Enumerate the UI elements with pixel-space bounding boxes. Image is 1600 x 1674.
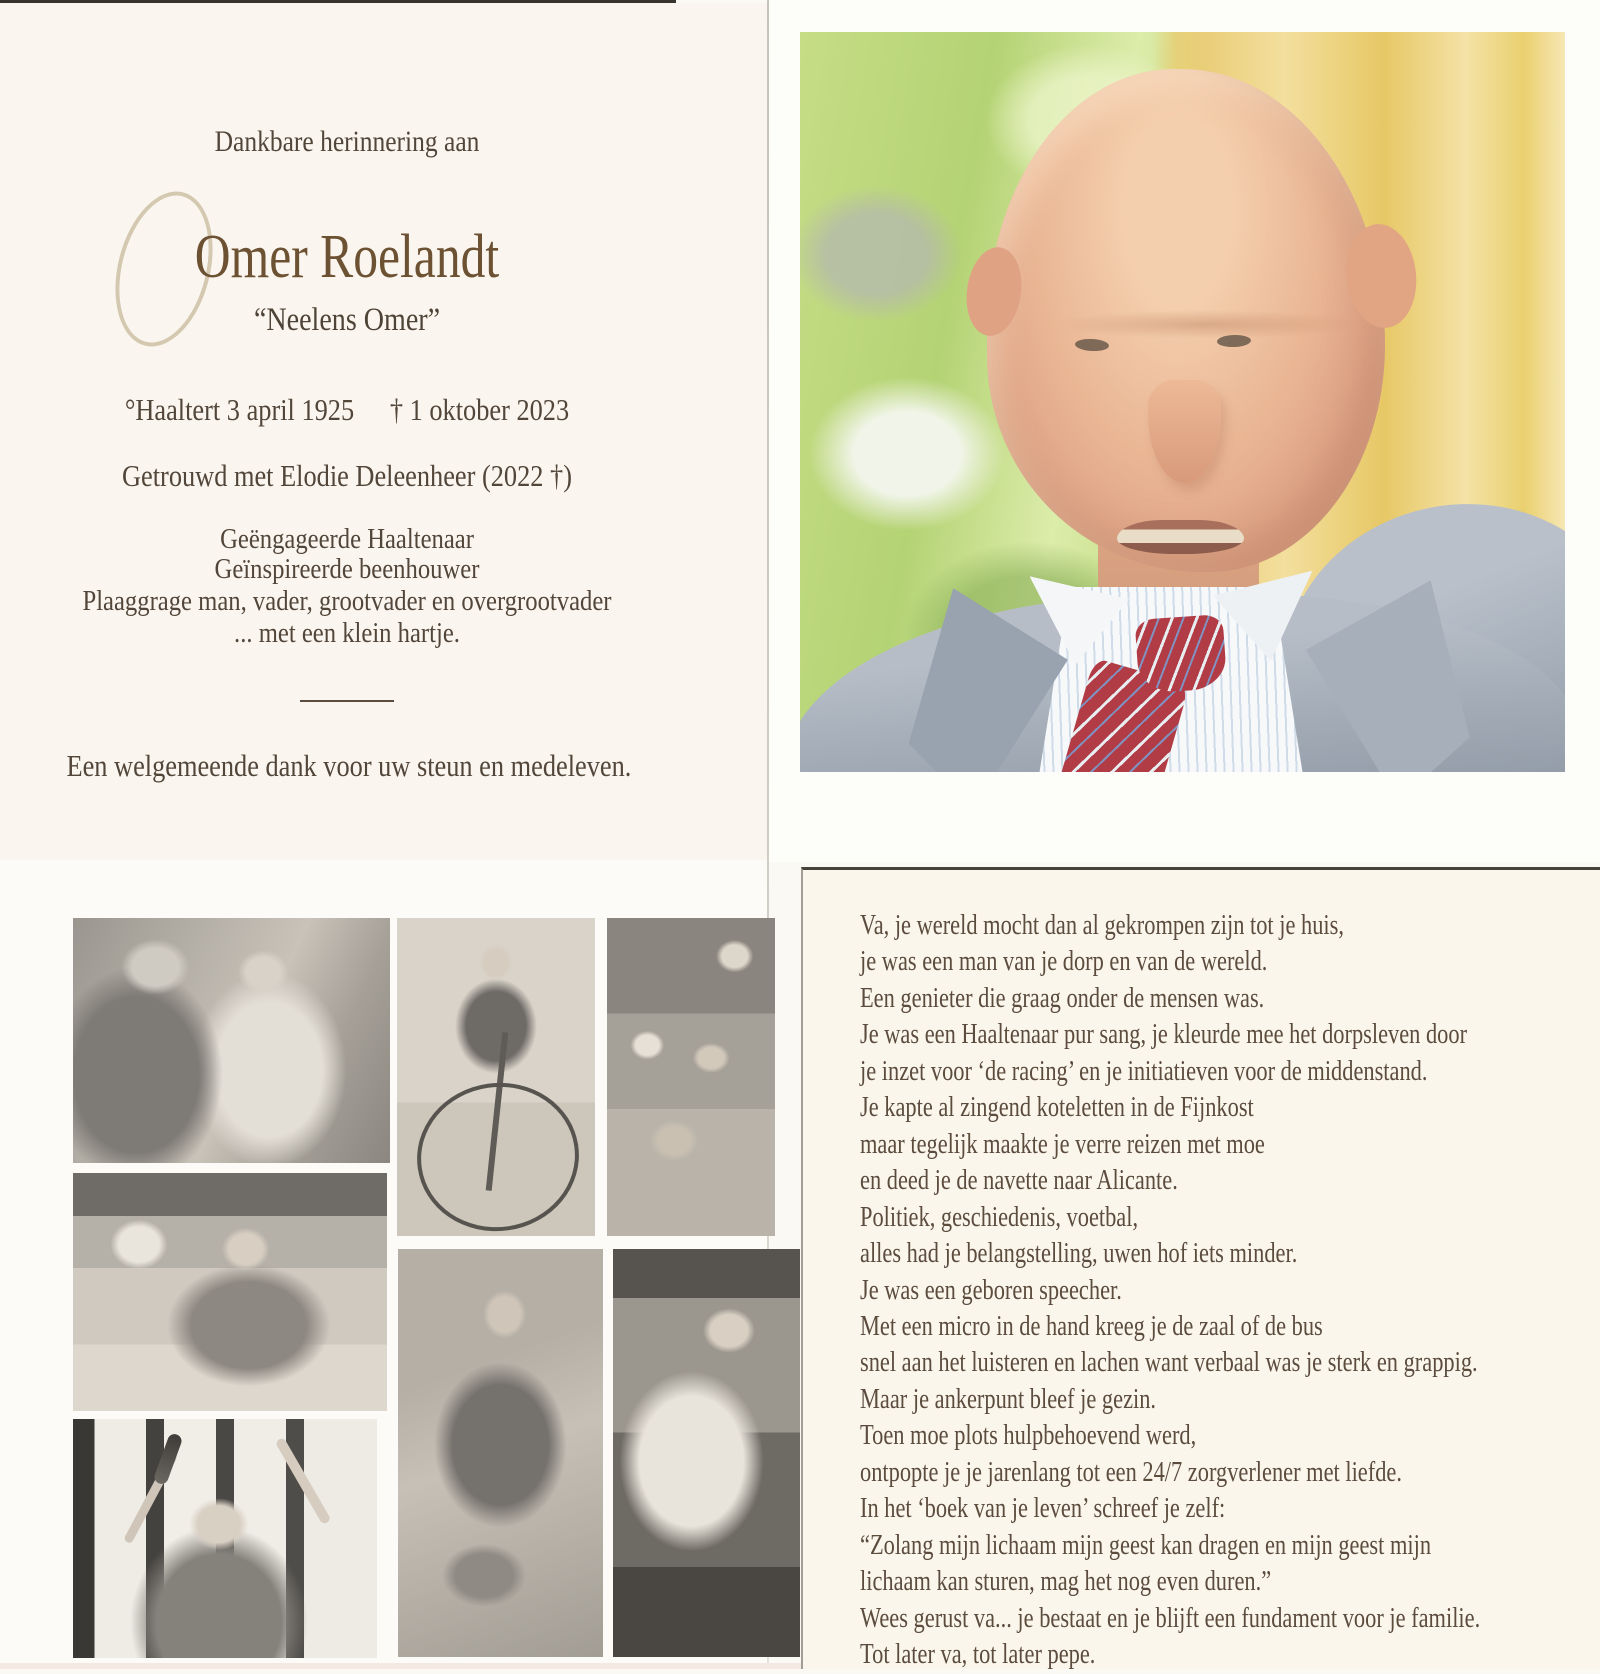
role-line: Geïnspireerde beenhouwer bbox=[214, 553, 480, 585]
intro-line: Dankbare herinnering aan bbox=[214, 125, 480, 158]
photo-football-boy bbox=[398, 1249, 603, 1657]
photo-celebration-microphone bbox=[73, 1419, 377, 1658]
photo-butcher-at-work bbox=[613, 1249, 800, 1657]
nickname: “Neelens Omer” bbox=[253, 302, 441, 338]
role-line: ... met een klein hartje. bbox=[234, 617, 460, 649]
photo-family-garden bbox=[607, 918, 775, 1236]
poem-line: je inzet voor ‘de racing’ en je initiatieven voor de middenstand. bbox=[860, 1055, 1428, 1087]
photo-couple-mountainside bbox=[73, 918, 390, 1163]
poem-line: Je kapte al zingend koteletten in de Fijnkost bbox=[860, 1092, 1254, 1124]
poem-line: Je was een geboren speecher. bbox=[860, 1274, 1122, 1306]
poem-line: Toen moe plots hulpbehoevend werd, bbox=[860, 1420, 1197, 1452]
poem-line: lichaam kan sturen, mag het nog even duren.” bbox=[860, 1566, 1272, 1598]
poem-line: Een genieter die graag onder de mensen was. bbox=[860, 982, 1265, 1014]
poem-line: Je was een Haaltenaar pur sang, je kleurde mee het dorpsleven door bbox=[860, 1019, 1468, 1051]
poem-line: Politiek, geschiedenis, voetbal, bbox=[860, 1201, 1139, 1233]
portrait-brow-shadow bbox=[1052, 310, 1358, 340]
poem-line: Va, je wereld mocht dan al gekrompen zijn tot je huis, bbox=[860, 910, 1344, 941]
role-line: Plaaggrage man, vader, grootvader en overgrootvader bbox=[82, 585, 612, 617]
thanks-line: Een welgemeende dank voor uw steun en medeleven. bbox=[66, 748, 632, 783]
poem-line: “Zolang mijn lichaam mijn geest kan dragen en mijn geest mijn bbox=[860, 1529, 1432, 1561]
photo-toddler-with-hoop bbox=[397, 918, 595, 1236]
poem-text bbox=[860, 908, 1580, 1674]
poem-line: Met een micro in de hand kreeg je de zaal of de bus bbox=[860, 1310, 1323, 1342]
poem-line: en deed je de navette naar Alicante. bbox=[860, 1165, 1178, 1197]
poem-line: snel aan het luisteren en lachen want verbaal was je sterk en grappig. bbox=[860, 1347, 1478, 1379]
portrait-photo bbox=[800, 32, 1565, 772]
poem-line: alles had je belangstelling, uwen hof iets minder. bbox=[860, 1238, 1298, 1270]
divider-rule bbox=[300, 700, 394, 702]
hoop-ring bbox=[407, 1073, 588, 1236]
role-line: Geëngageerde Haaltenaar bbox=[220, 523, 474, 555]
tie-knot bbox=[1134, 614, 1227, 694]
scan-top-edge-line bbox=[0, 0, 676, 3]
poem-line: Wees gerust va... je bestaat en je blijft een fundament voor je familie. bbox=[860, 1602, 1481, 1634]
poem-line: Tot later va, tot later pepe. bbox=[860, 1639, 1096, 1671]
microphone bbox=[153, 1433, 184, 1487]
deceased-name: Omer Roelandt bbox=[194, 223, 500, 291]
poem-line: Maar je ankerpunt bleef je gezin. bbox=[860, 1383, 1157, 1415]
photo-elderly-couple-table bbox=[73, 1173, 387, 1411]
life-dates bbox=[67, 392, 628, 428]
poem-line: In het ‘boek van je leven’ schreef je zelf: bbox=[860, 1493, 1226, 1525]
raised-arm-right bbox=[275, 1437, 331, 1525]
poem-line: je was een man van je dorp en van de wereld. bbox=[860, 946, 1268, 978]
marriage-line: Getrouwd met Elodie Deleenheer (2022 †) bbox=[122, 458, 572, 493]
poem-line: ontpopte je je jarenlang tot een 24/7 zorgverlener met liefde. bbox=[860, 1456, 1402, 1488]
poem-line: maar tegelijk maakte je verre reizen met moe bbox=[860, 1128, 1265, 1160]
birth-date: °Haaltert 3 april 1925 bbox=[124, 392, 355, 427]
death-date: † 1 oktober 2023 bbox=[389, 392, 570, 427]
portrait-mouth bbox=[1117, 520, 1243, 554]
